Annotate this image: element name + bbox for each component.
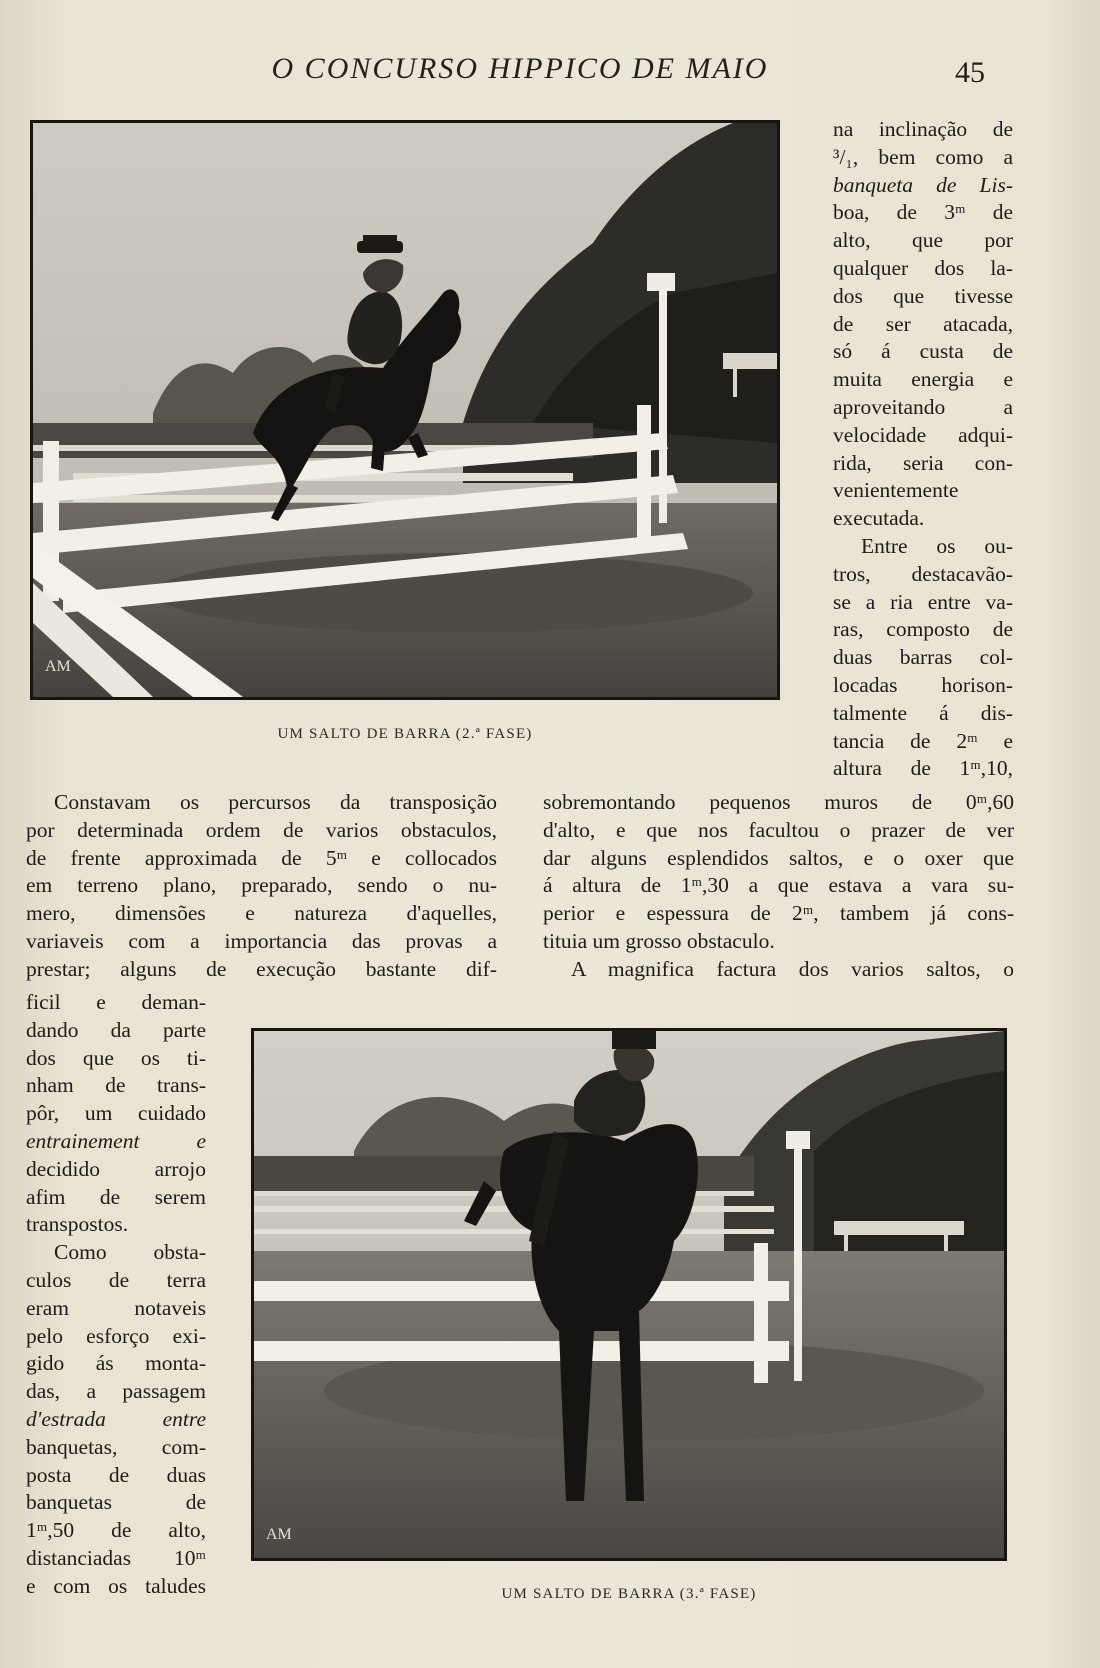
text-line: Entre os ou- [861,533,1013,558]
text-line: executada. [833,506,925,531]
text-line: duas barras col- [833,645,1013,670]
text-line: tros, destacavão- [833,561,1013,586]
text-line: eram notaveis [26,1295,206,1320]
text-line: alto, que por [833,228,1013,253]
text-line: dando da parte [26,1017,206,1042]
text-column-left-wide [26,789,497,984]
text-line: tituia um grosso obstaculo. [543,928,775,953]
text-line: ras, composto de [833,617,1013,642]
text-line: 1ᵐ,50 de alto, [26,1518,206,1543]
text-line: das, a passagem [26,1379,206,1404]
text-line: velocidade adqui- [833,422,1013,447]
text-line: nham de trans- [26,1073,206,1098]
text-column-right-wide [543,789,1014,984]
text-column-right-top [833,116,1013,783]
text-line: A magnifica factura dos varios saltos, o [571,956,1014,981]
text-line: dos que tivesse [833,283,1013,308]
photo-1-image [33,123,777,697]
text-line: pôr, um cuidado [26,1101,206,1126]
text-line: entrainement e [26,1128,206,1153]
text-line: qualquer dos la- [833,255,1013,280]
photo-2-monogram: AM [266,1526,292,1543]
text-line: por determinada ordem de varios obstaculos, [26,817,497,842]
text-line: venientemente [833,478,959,503]
text-line: na inclinação de [833,117,1013,141]
text-line: se a ria entre va- [833,589,1013,614]
text-line: de frente approximada de 5ᵐ e collocados [26,845,497,870]
text-line: sobremontando pequenos muros de 0ᵐ,60 [543,790,1014,814]
text-line: tancia de 2ᵐ e [833,728,1013,753]
photo-2-image [254,1031,1004,1558]
text-line: e com os taludes [26,1573,206,1598]
text-line: mero, dimensões e natureza d'aquelles, [26,901,497,926]
photo-1-caption: UM SALTO DE BARRA (2.ª FASE) [277,726,533,742]
text-line: decidido arrojo [26,1156,206,1181]
text-line: banquetas de [26,1490,206,1515]
text-line: posta de duas [26,1462,206,1487]
text-line: de ser atacada, [833,311,1013,336]
text-line: ³/₁, bem como a [833,144,1013,169]
text-line: d'estrada entre [26,1406,206,1431]
text-line: banquetas, com- [26,1434,206,1459]
text-line: altura de 1ᵐ,10, [833,756,1013,781]
text-line: transpostos. [26,1212,129,1237]
text-line: locadas horison- [833,672,1013,697]
text-line: culos de terra [26,1267,206,1292]
text-line: em terreno plano, preparado, sendo o nu- [26,873,497,898]
photo-horse-jump-phase-2 [30,120,780,700]
photo-1-monogram: AM [45,658,71,675]
running-title: O CONCURSO HIPPICO DE MAIO [271,52,769,85]
text-line: Como obsta- [54,1240,206,1265]
text-line: gido ás monta- [26,1351,206,1376]
text-line: dar alguns esplendidos saltos, e o oxer que [543,845,1014,870]
text-line: á altura de 1ᵐ,30 a que estava a vara su- [543,873,1014,898]
text-column-left-bottom [26,989,206,1601]
text-line: Constavam os percursos da transposição [54,790,497,814]
text-line: d'alto, e que nos facultou o prazer de ver [543,817,1014,842]
text-line: aproveitando a [833,394,1013,419]
text-line: distanciadas 10ᵐ [26,1545,206,1570]
photo-horse-jump-phase-3 [251,1028,1007,1561]
text-line: muita energia e [833,367,1013,392]
text-line: pelo esforço exi- [26,1323,206,1348]
page-number: 45 [955,56,985,89]
text-line: afim de serem [26,1184,206,1209]
text-line: talmente á dis- [833,700,1013,725]
text-line: só á custa de [833,339,1013,364]
text-line: boa, de 3ᵐ de [833,200,1013,225]
text-line: variaveis com a importancia das provas a [26,928,497,953]
text-line: ficil e deman- [26,990,206,1014]
photo-2-caption: UM SALTO DE BARRA (3.ª FASE) [501,1586,757,1602]
text-line: dos que os ti- [26,1045,206,1070]
text-line: banqueta de Lis- [833,172,1013,197]
text-line: prestar; alguns de execução bastante dif- [26,956,497,981]
text-line: perior e espessura de 2ᵐ, tambem já cons- [543,901,1014,926]
text-line: rida, seria con- [833,450,1013,475]
